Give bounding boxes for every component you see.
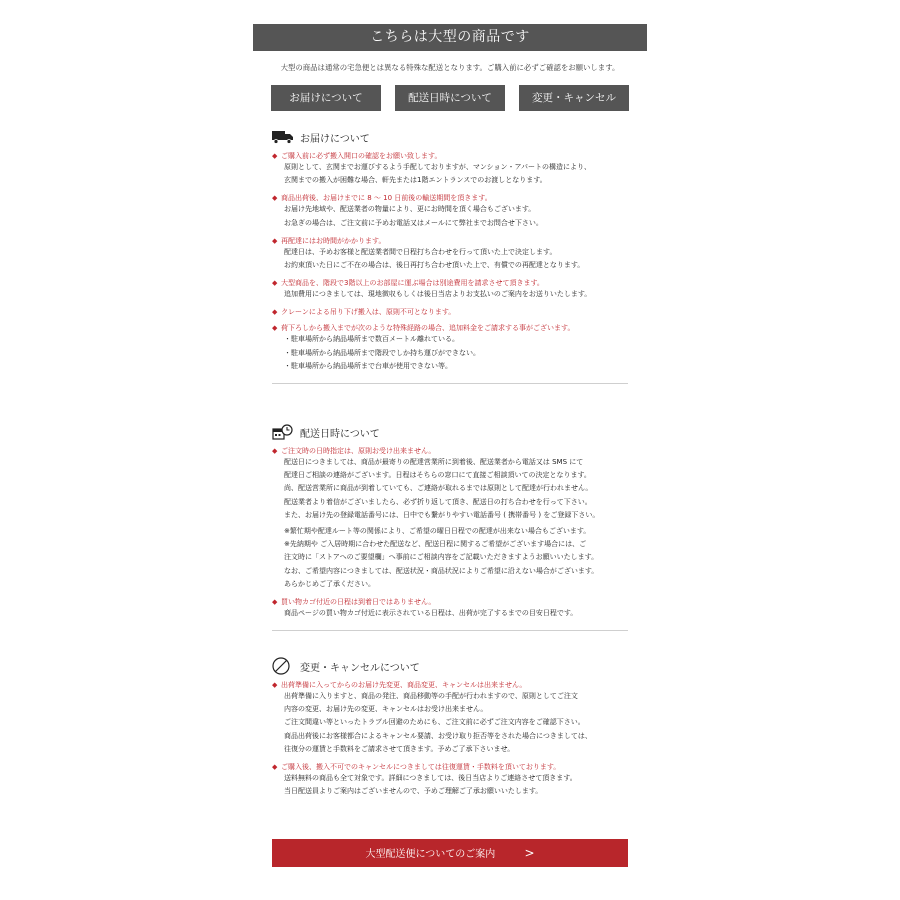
large-item-info [253, 24, 647, 860]
tab-schedule[interactable]: 配送日時について [395, 85, 505, 111]
list-item [272, 307, 628, 317]
item-body: 内容の変更、お届け先の変更、キャンセルはお受け出来ません。 [284, 705, 488, 714]
list-item [272, 278, 628, 301]
item-heading: ◆ ご注文時の日時指定は、原則お受け出来ません。 [272, 447, 436, 455]
item-note: ※繁忙期や配達ルート等の関係により、ご希望の曜日日程での配達が出来ない場合もございます。 [284, 527, 591, 536]
item-body: お約束頂いた日にご不在の場合は、後日再打ち合わせ頂いた上で、有償での再配達となります。 [284, 261, 585, 270]
diamond-icon: ◆ [272, 447, 278, 455]
item-note: なお、ご希望内容につきましては、配送状況・商品状況によりご希望に沿えない場合がございます。 [284, 566, 599, 575]
intro-text: 大型の商品は通常の宅急便とは異なる特殊な配送となります。ご購入前に必ずご確認をお願いします。 [280, 63, 620, 72]
item-note: ※先納期や ご入居時期に合わせた配送など、配送日程に関するご希望がございます場合には、ご [284, 540, 587, 549]
list-item [272, 680, 628, 756]
truck-icon [272, 129, 294, 145]
list-item [272, 323, 628, 373]
prohibited-icon [272, 658, 294, 674]
list-item [272, 193, 628, 229]
section-header [272, 658, 628, 674]
item-note: 注文時に「ストアへのご要望欄」へ事前にご相談内容をご記載いただきますようお願いいたします。 [284, 553, 599, 562]
item-heading: ◆ ご購入前に必ず搬入開口の確認をお願い致します。 [272, 152, 442, 160]
item-body: ・駐車場所から納品場所まで数百メートル離れている。 [284, 335, 459, 344]
section-header [272, 129, 628, 145]
chevron-right-icon: > [524, 846, 535, 860]
item-body: 配送業者より着信がございましたら、必ず折り返して頂き、配送日の打ち合わせを行って下さい。 [284, 497, 592, 506]
diamond-icon: ◆ [272, 681, 278, 689]
section-title: 配送日時について [300, 428, 380, 440]
section-schedule [272, 424, 628, 643]
item-heading: ◆ 商品出荷後、お届けまでに 8 ～ 10 日前後の輸送期間を頂きます。 [272, 194, 492, 203]
list-item [272, 151, 628, 187]
item-heading: ◆ 大型商品を、階段で3階以上のお部屋に運ぶ場合は別途費用を請求させて頂きます。 [272, 279, 544, 288]
calendar-clock-icon [272, 424, 294, 440]
item-body: 玄関までの搬入が困難な場合、軒先または1階エントランスでのお渡しとなります。 [284, 176, 547, 185]
item-heading: ◆ ご購入後、搬入不可でのキャンセルにつきましては往復運賃・手数料を頂いております。 [272, 763, 561, 772]
item-body: お急ぎの場合は、ご注文前に予めお電話又はメールにて弊社までお問合せ下さい。 [284, 218, 543, 227]
section-title: お届けについて [300, 133, 370, 145]
item-body: お届け先地域や、配送業者の物量により、更にお時間を頂く場合もございます。 [284, 205, 536, 214]
button-label: 大型配送便についてのご案内 [365, 849, 496, 860]
tab-bar [271, 85, 629, 111]
section-cancel [272, 658, 628, 798]
tab-delivery[interactable]: お届けについて [271, 85, 381, 111]
section-title: 変更・キャンセルについて [300, 662, 420, 674]
section-divider [272, 630, 628, 631]
item-note: あらかじめご了承ください。 [284, 579, 375, 588]
section-divider [272, 383, 628, 384]
item-body: 商品出荷後にお客様都合によるキャンセル要請、お受け取り拒否等をされた場合につきましては、 [284, 731, 592, 740]
item-body: 出荷準備に入りますと、商品の発注、商品移動等の手配が行われますので、原則としてご注文 [284, 692, 578, 700]
diamond-icon: ◆ [272, 194, 278, 203]
item-heading: ◆ 出荷準備に入ってからのお届け先変更、商品変更、キャンセルは出来ません。 [272, 681, 527, 689]
diamond-icon: ◆ [272, 279, 278, 288]
item-body: 追加費用につきましては、現地徴収もしくは後日当店よりお支払いのご案内をお送りいたします。 [284, 290, 592, 299]
item-body: ・駐車場所から納品場所まで台車が使用できない等。 [284, 361, 452, 370]
diamond-icon: ◆ [272, 763, 278, 772]
list-item [272, 446, 628, 591]
item-body: 原則として、玄関までお運びするよう手配しておりますが、マンション・アパートの構造により、 [284, 163, 591, 171]
item-heading: ◆ 買い物カゴ付近の日程は到着日ではありません。 [272, 598, 436, 607]
section-delivery [272, 129, 628, 396]
item-body: 往復分の運賃と手数料をご請求させて頂きます。予めご了承下さいませ。 [284, 744, 515, 753]
item-body: 送料無料の商品も全て対象です。詳細につきましては、後日当店よりご連絡させて頂きます。 [284, 774, 577, 783]
page-title: こちらは大型の商品です [253, 24, 647, 51]
tab-cancel[interactable]: 変更・キャンセル [519, 85, 629, 111]
diamond-icon: ◆ [272, 236, 278, 245]
item-heading: ◆ 荷下ろしから搬入までが次のような特殊経路の場合、追加料金をご請求する事がございます。 [272, 324, 575, 333]
item-body: 配達日は、予めお客様と配送業者間で日程打ち合わせを行って頂いた上で決定します。 [284, 247, 557, 256]
diamond-icon: ◆ [272, 324, 278, 333]
item-heading: ◆ 再配達にはお時間がかかります。 [272, 236, 386, 245]
diamond-icon: ◆ [272, 152, 278, 160]
diamond-icon: ◆ [272, 598, 278, 607]
item-body: また、お届け先の登録電話番号には、日中でも繋がりやすい電話番号 ( 携帯番号 ) をご登録下さい。 [284, 510, 600, 519]
item-body: ご注文間違い等といったトラブル回避のためにも、ご注文前に必ずご注文内容をご確認下さい。 [284, 718, 585, 727]
item-heading: ◆ クレーンによる吊り下げ搬入は、原則不可となります。 [272, 308, 456, 317]
item-body: 当日配送員よりご案内はございませんので、予めご理解ご了承お願いいたします。 [284, 787, 543, 796]
list-item [272, 236, 628, 272]
diamond-icon: ◆ [272, 308, 278, 317]
item-body: 商品ページの買い物カゴ付近に表示されている日程は、出荷が完了するまでの目安日程です。 [284, 609, 578, 618]
list-item [272, 597, 628, 620]
large-delivery-guide-button[interactable] [272, 839, 628, 867]
item-body: 配達日ご相談の連絡がございます。日程はそちらの窓口にて直接ご相談頂いての決定となります。 [284, 471, 591, 480]
item-body: 配送日につきましては、商品が最寄りの配達営業所に到着後、配送業者から電話又は SMS にて [284, 458, 584, 466]
item-body: 尚、配送営業所に商品が到着していても、ご連絡が取れるまでは原則として配達が行われません。 [284, 484, 593, 493]
section-header [272, 424, 628, 440]
list-item [272, 762, 628, 798]
item-body: ・駐車場所から納品場所まで階段でしか持ち運びができない。 [284, 348, 480, 357]
